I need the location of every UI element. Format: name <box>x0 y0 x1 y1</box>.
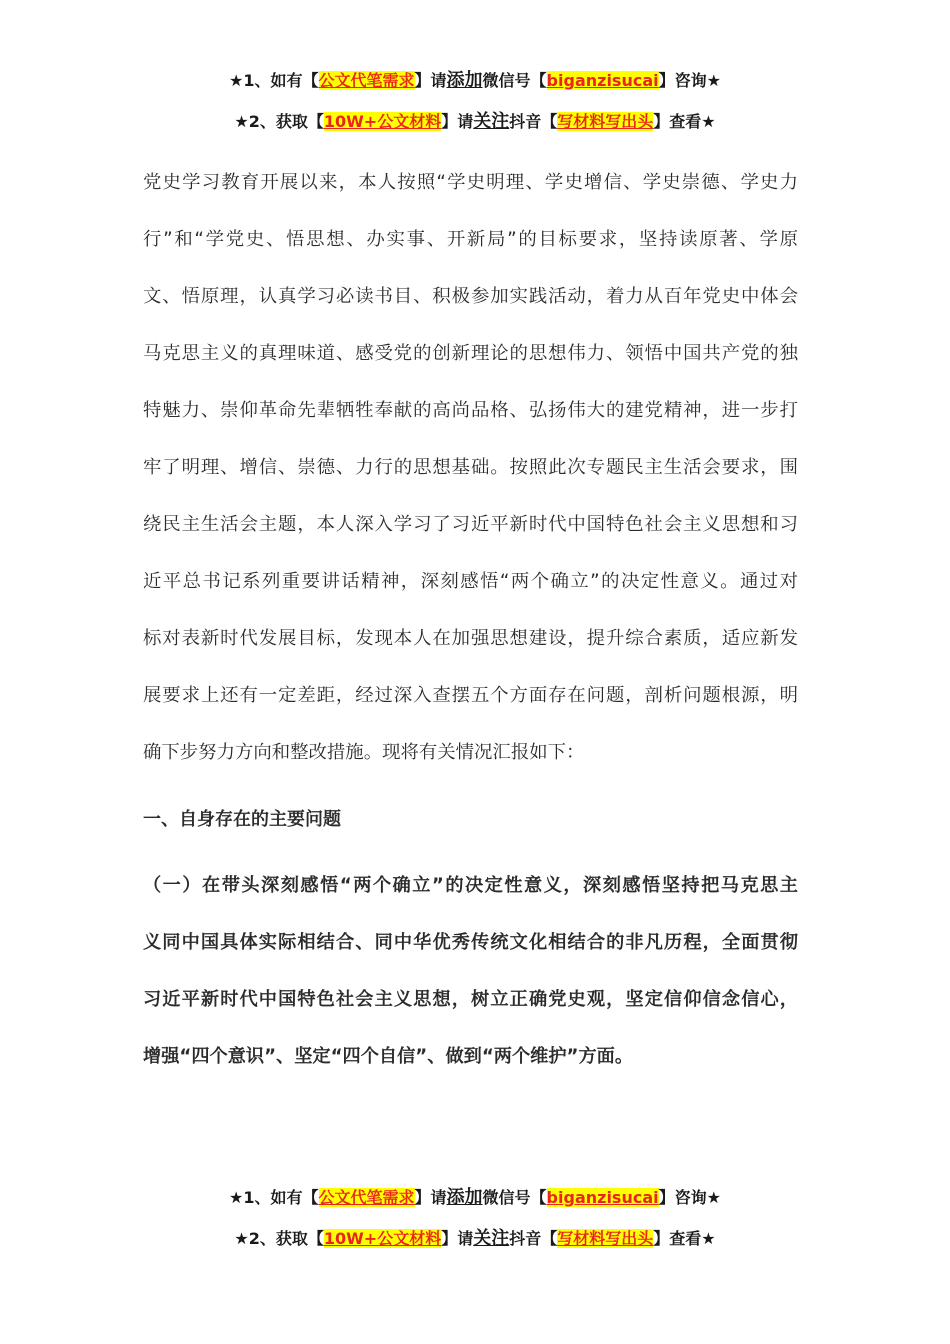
promo-text: 微信号【 <box>482 71 547 90</box>
promo-text: ★1、如有【 <box>229 1188 319 1207</box>
promo-line-2 <box>0 111 950 133</box>
promo-text: 】查看★ <box>653 112 716 131</box>
section-heading: 一、自身存在的主要问题 <box>143 809 341 830</box>
promo-highlight: 公文代笔需求 <box>318 71 415 90</box>
promo-highlight: 写材料写出头 <box>557 1229 654 1248</box>
body-line: 特魅力、崇仰革命先辈牺牲奉献的高尚品格、弘扬伟大的建党精神，进一步打 <box>143 400 798 421</box>
promo-line-1 <box>0 1187 950 1209</box>
promo-text: 微信号【 <box>482 1188 547 1207</box>
promo-line-2 <box>0 1228 950 1250</box>
promo-text: 】查看★ <box>653 1229 716 1248</box>
promo-line-1 <box>0 70 950 92</box>
body-line: 近平总书记系列重要讲话精神，深刻感悟“两个确立”的决定性意义。通过对 <box>143 571 798 592</box>
body-line: 绕民主生活会主题，本人深入学习了习近平新时代中国特色社会主义思想和习 <box>143 514 798 535</box>
promo-text: 抖音【 <box>509 112 558 131</box>
promo-emphasis: 关注 <box>473 1228 510 1249</box>
body-line: 党史学习教育开展以来，本人按照“学史明理、学史增信、学史崇德、学史力 <box>143 172 798 193</box>
subsection-line: 增强“四个意识”、坚定“四个自信”、做到“两个维护”方面。 <box>143 1046 634 1067</box>
body-line: 行”和“学党史、悟思想、办实事、开新局”的目标要求，坚持读原著、学原 <box>143 229 798 250</box>
body-line: 展要求上还有一定差距，经过深入查摆五个方面存在问题，剖析问题根源，明 <box>143 685 798 706</box>
promo-text: ★1、如有【 <box>229 71 319 90</box>
promo-highlight: 10W+公文材料 <box>323 112 442 131</box>
body-line: 文、悟原理，认真学习必读书目、积极参加实践活动，着力从百年党史中体会 <box>143 286 798 307</box>
promo-text: ★2、获取【 <box>234 112 324 131</box>
promo-emphasis: 关注 <box>473 111 510 132</box>
promo-text: 抖音【 <box>509 1229 558 1248</box>
promo-highlight: 写材料写出头 <box>557 112 654 131</box>
promo-highlight: 公文代笔需求 <box>318 1188 415 1207</box>
body-line: 马克思主义的真理味道、感受党的创新理论的思想伟力、领悟中国共产党的独 <box>143 343 798 364</box>
body-line: 标对表新时代发展目标，发现本人在加强思想建设，提升综合素质，适应新发 <box>143 628 798 649</box>
promo-highlight: 10W+公文材料 <box>323 1229 442 1248</box>
promo-text: 】咨询★ <box>658 71 721 90</box>
body-line: 牢了明理、增信、崇德、力行的思想基础。按照此次专题民主生活会要求，围 <box>143 457 798 478</box>
promo-text: 】请 <box>441 112 474 131</box>
promo-text: 】请 <box>414 71 447 90</box>
promo-emphasis: 添加 <box>446 1187 483 1208</box>
subsection-line: 义同中国具体实际相结合、同中华优秀传统文化相结合的非凡历程，全面贯彻 <box>143 932 798 953</box>
promo-highlight: biganzisucai <box>546 1188 659 1207</box>
promo-emphasis: 添加 <box>446 70 483 91</box>
promo-text: 】咨询★ <box>658 1188 721 1207</box>
body-line: 确下步努力方向和整改措施。现将有关情况汇报如下： <box>143 742 585 763</box>
promo-text: 】请 <box>441 1229 474 1248</box>
promo-text: 】请 <box>414 1188 447 1207</box>
promo-text: ★2、获取【 <box>234 1229 324 1248</box>
promo-highlight: biganzisucai <box>546 71 659 90</box>
subsection-line: （一）在带头深刻感悟“两个确立”的决定性意义，深刻感悟坚持把马克思主 <box>143 875 798 896</box>
subsection-line: 习近平新时代中国特色社会主义思想，树立正确党史观，坚定信仰信念信心， <box>143 989 798 1010</box>
